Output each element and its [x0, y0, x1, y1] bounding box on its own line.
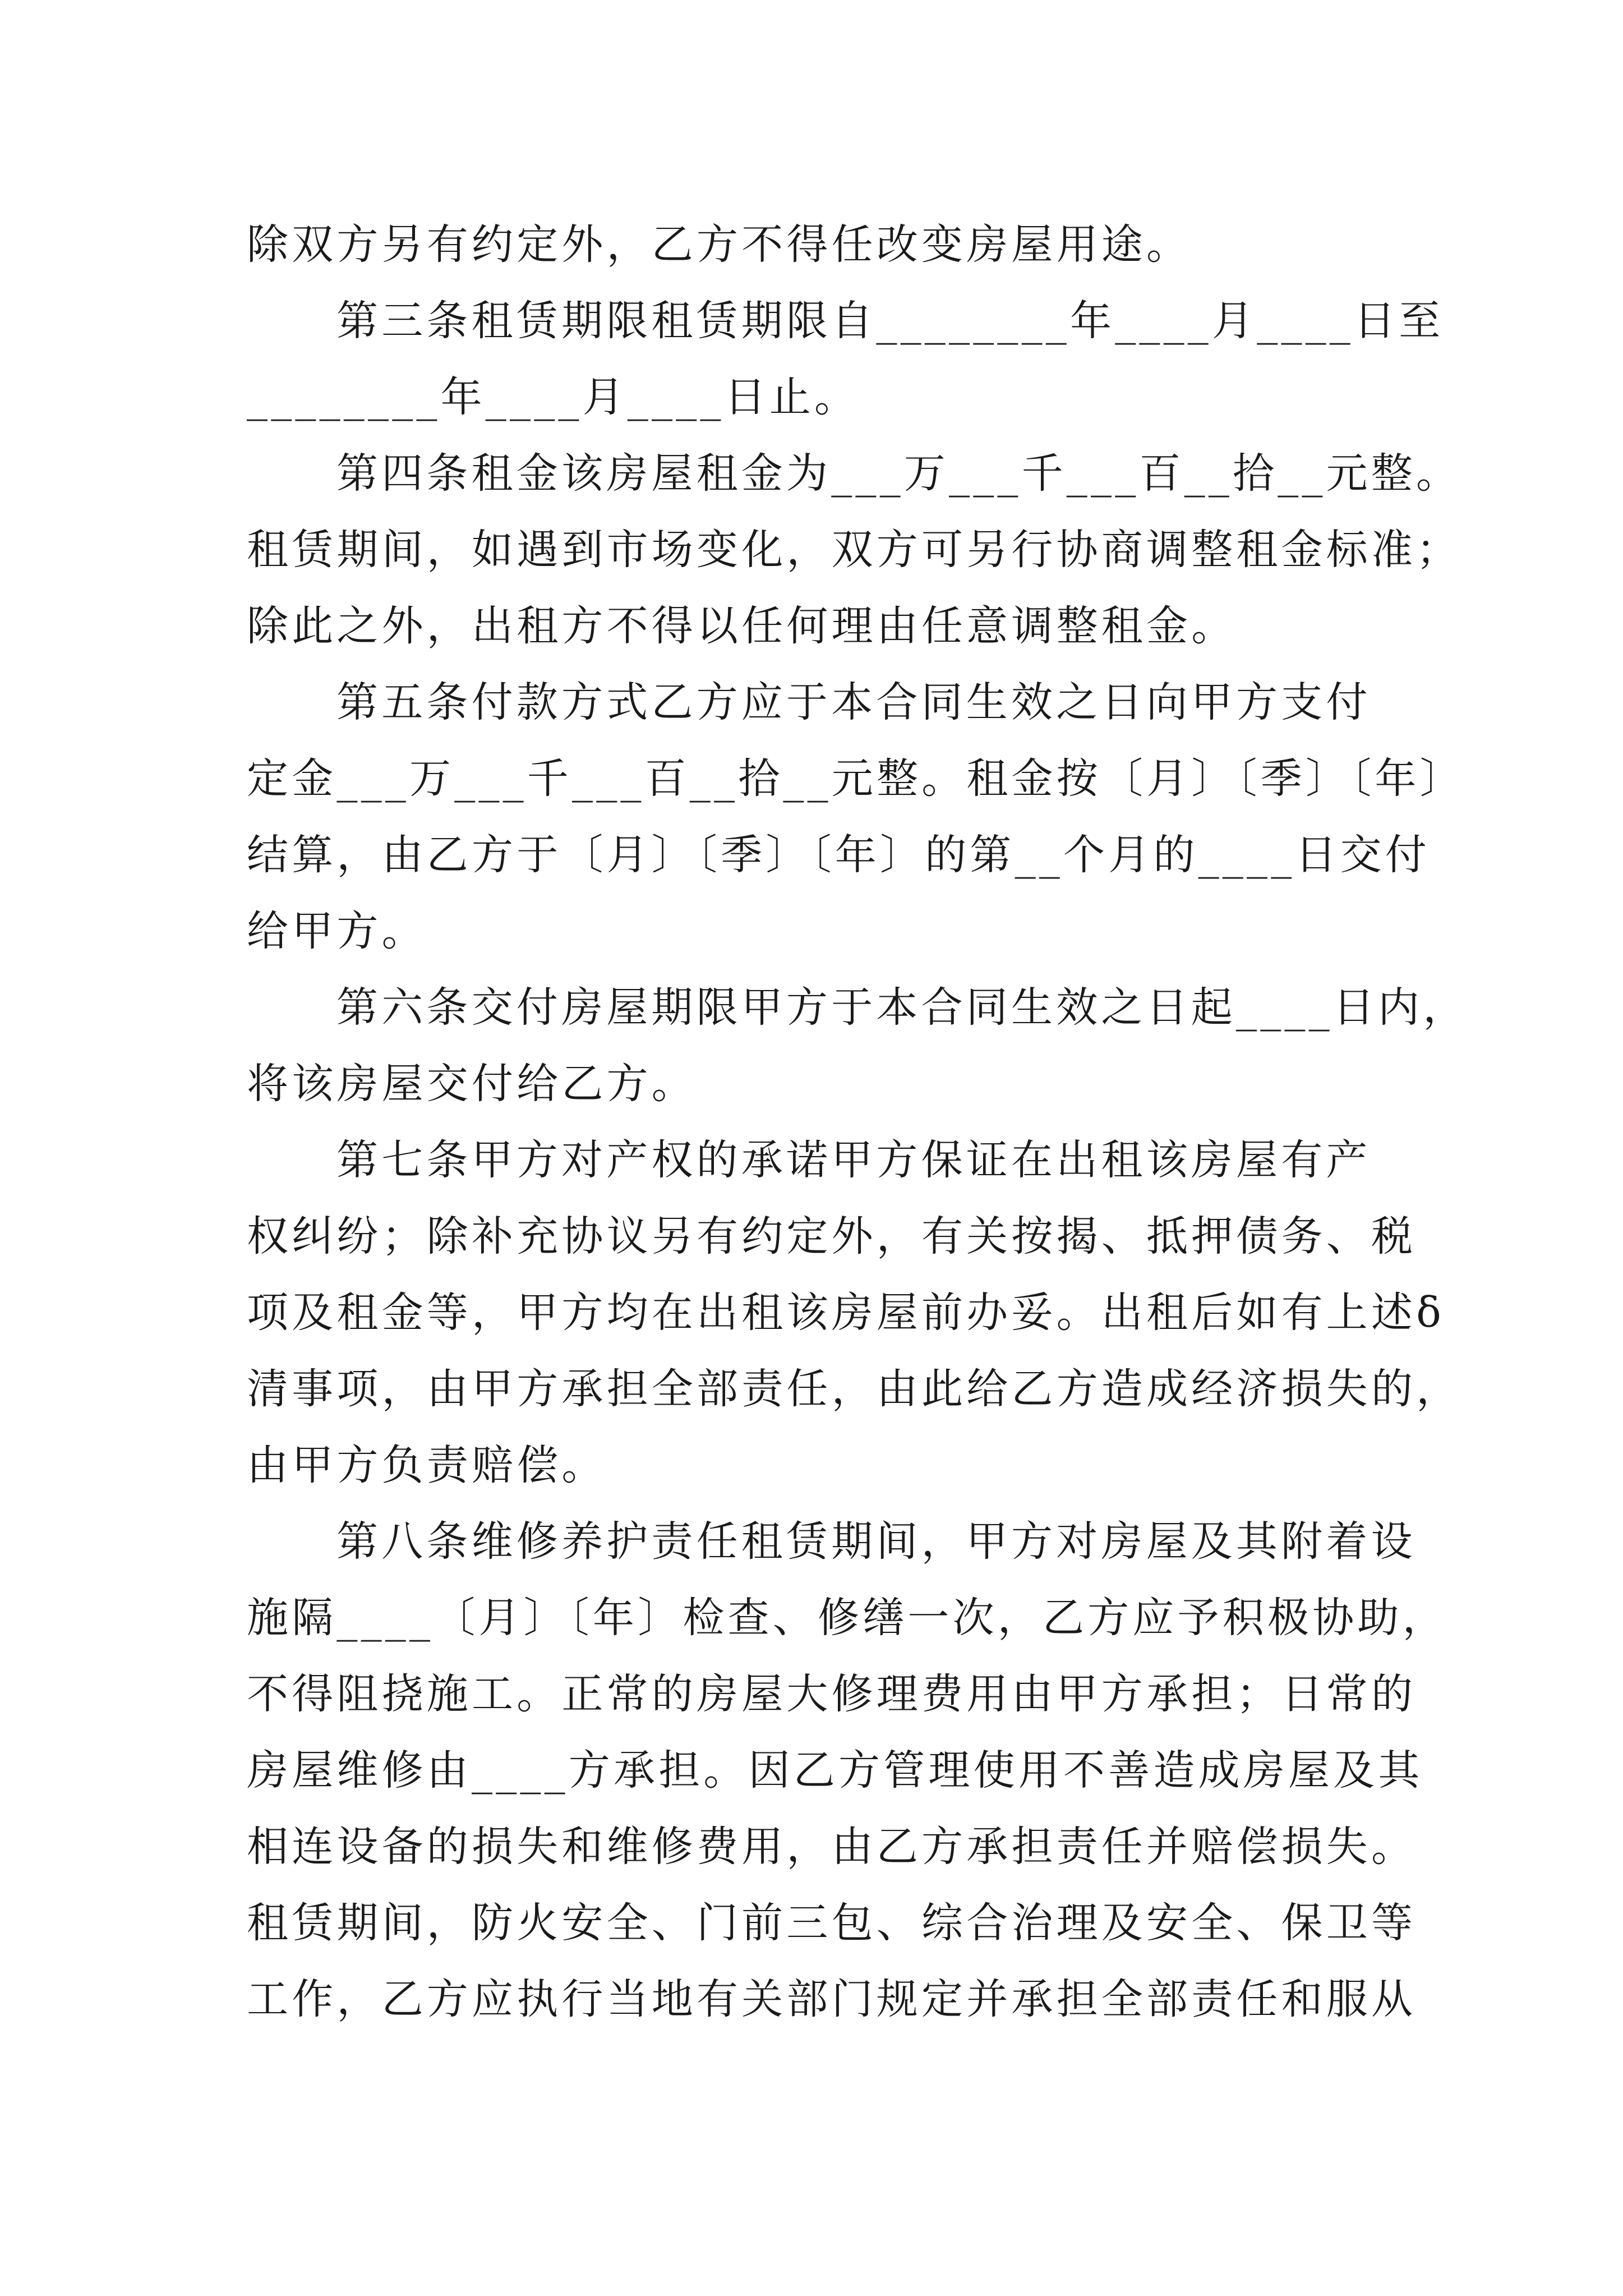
- text-line: 权纠纷；除补充协议另有约定外，有关按揭、抵押债务、税: [247, 1212, 1417, 1260]
- text-line: 工作，乙方应执行当地有关部门规定并承担全部责任和服从: [247, 1975, 1417, 2023]
- text-line-clause-7: 第七条甲方对产权的承诺甲方保证在出租该房屋有产: [336, 1136, 1371, 1184]
- text-line-clause-4: 第四条租金该房屋租金为___万___千___百__拾__元整。: [336, 449, 1461, 498]
- text-line: 房屋维修由____方承担。因乙方管理使用不善造成房屋及其: [247, 1746, 1423, 1795]
- text-line: 结算，由乙方于〔月〕〔季〕〔年〕的第__个月的____日交付: [247, 831, 1430, 879]
- text-line: 将该房屋交付给乙方。: [247, 1060, 697, 1108]
- text-line: 给甲方。: [247, 907, 427, 955]
- text-line: 除此之外，出租方不得以任何理由任意调整租金。: [247, 602, 1237, 650]
- text-line: 租赁期间，如遇到市场变化，双方可另行协商调整租金标准；: [247, 526, 1461, 574]
- text-line: 租赁期间，防火安全、门前三包、综合治理及安全、保卫等: [247, 1899, 1417, 1947]
- contract-body: [247, 206, 1468, 2037]
- text-line: 施隔____〔月〕〔年〕检查、修缮一次，乙方应予积极协助，: [247, 1594, 1447, 1642]
- text-line: 清事项，由甲方承担全部责任，由此给乙方造成经济损失的，: [247, 1365, 1461, 1413]
- text-line: 不得阻挠施工。正常的房屋大修理费用由甲方承担；日常的: [247, 1670, 1417, 1718]
- text-line: 由甲方负责赔偿。: [247, 1441, 607, 1489]
- text-line: 项及租金等，甲方均在出租该房屋前办妥。出租后如有上述δ: [247, 1289, 1445, 1337]
- text-line-clause-6: 第六条交付房屋期限甲方于本合同生效之日起____日内，: [336, 983, 1468, 1032]
- text-line-clause-3: 第三条租赁期限租赁期限自________年____月____日至: [336, 297, 1444, 345]
- text-line-clause-5: 第五条付款方式乙方应于本合同生效之日向甲方支付: [336, 678, 1371, 726]
- text-line: 定金___万___千___百__拾__元整。租金按〔月〕〔季〕〔年〕: [247, 754, 1465, 803]
- text-line: ________年____月____日止。: [247, 373, 860, 421]
- text-line: 除双方另有约定外，乙方不得任改变房屋用途。: [247, 220, 1192, 269]
- text-line: 相连设备的损失和维修费用，由乙方承担责任并赔偿损失。: [247, 1823, 1417, 1871]
- text-line-clause-8: 第八条维修养护责任租赁期间，甲方对房屋及其附着设: [336, 1517, 1416, 1566]
